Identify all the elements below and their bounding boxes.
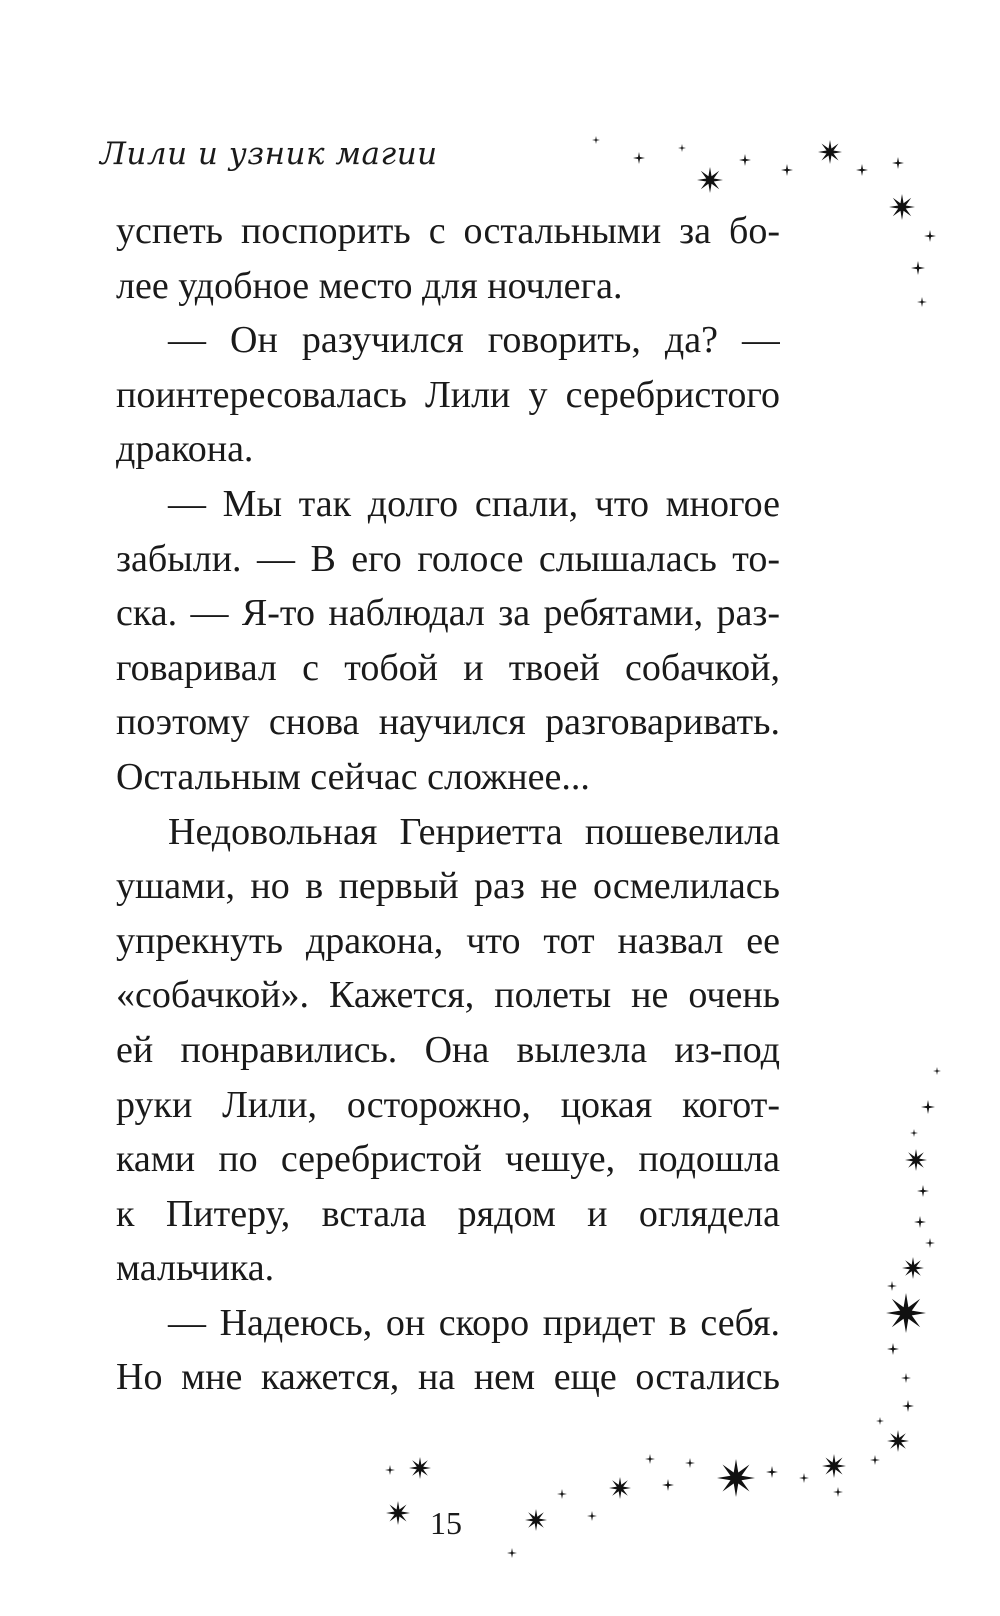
text-line: забыли. — В его голосе слышалась то-	[116, 537, 780, 580]
sparkle-icon	[678, 144, 686, 152]
running-title: Лили и узник магии	[100, 136, 438, 172]
text-line: лее удобное место для ночлега.	[116, 264, 623, 307]
sparkle-icon	[587, 1511, 597, 1521]
sparkle-icon	[609, 1477, 631, 1499]
text-line: Но мне кажется, на нем еще остались	[116, 1356, 780, 1399]
sparkle-icon	[905, 1149, 927, 1171]
sparkle-icon	[645, 1454, 655, 1464]
text-line: упрекнуть дракона, что тот назвал ее	[116, 919, 780, 962]
sparkle-icon	[933, 1067, 941, 1075]
sparkle-icon	[822, 1454, 846, 1478]
text-line: дракона.	[116, 428, 254, 471]
sparkle-icon	[833, 1487, 843, 1497]
sparkle-icon	[818, 140, 842, 164]
sparkle-icon	[739, 154, 751, 166]
sparkle-icon	[914, 1216, 926, 1228]
sparkle-icon	[685, 1458, 695, 1468]
sparkle-icon	[911, 261, 925, 275]
text-line: — Он разучился говорить, да? —	[168, 319, 780, 362]
sparkle-icon	[924, 230, 936, 242]
sparkle-icon	[910, 1129, 918, 1137]
sparkle-icon	[781, 164, 793, 176]
sparkle-icon	[902, 1257, 924, 1279]
sparkle-icon	[887, 1430, 909, 1452]
page-number: 15	[430, 1505, 462, 1541]
sparkle-icon	[856, 164, 868, 176]
sparkle-icon	[409, 1457, 431, 1479]
text-line: поинтересовалась Лили у серебристого	[116, 373, 780, 416]
sparkle-icon	[697, 167, 723, 193]
text-line: успеть поспорить с остальными за бо-	[116, 210, 780, 252]
sparkle-icon	[901, 1373, 911, 1383]
sparkle-icon	[717, 1459, 755, 1497]
text-line: — Мы так долго спали, что многое	[168, 482, 780, 525]
sparkle-icon	[917, 1185, 929, 1197]
text-line: — Надеюсь, он скоро придет в себя.	[168, 1301, 780, 1344]
sparkle-icon	[887, 1343, 899, 1355]
sparkle-icon	[887, 1281, 897, 1291]
text-line: ска. — Я-то наблюдал за ребятами, раз-	[116, 592, 780, 635]
text-line: поэтому снова научился разговаривать.	[116, 701, 780, 744]
sparkle-icon	[557, 1489, 567, 1499]
sparkle-icon	[662, 1479, 674, 1491]
body-text	[116, 204, 780, 1405]
sparkle-icon	[870, 1455, 880, 1465]
text-line: мальчика.	[116, 1247, 275, 1290]
text-line: Недовольная Генриетта пошевелила	[168, 810, 780, 853]
sparkle-icon	[917, 297, 927, 307]
text-line: ками по серебристой чешуе, подошла	[116, 1138, 780, 1181]
text-line: к Питеру, встала рядом и оглядела	[116, 1192, 780, 1235]
sparkle-icon	[525, 1509, 547, 1531]
sparkle-icon	[902, 1400, 914, 1412]
sparkle-icon	[799, 1473, 809, 1483]
sparkle-icon	[886, 1293, 926, 1333]
sparkle-icon	[889, 194, 915, 220]
sparkle-icon	[507, 1548, 517, 1558]
sparkle-icon	[592, 136, 600, 144]
sparkle-icon	[925, 1238, 935, 1248]
text-line: Остальным сейчас сложнее...	[116, 755, 590, 798]
sparkle-icon	[892, 157, 904, 169]
text-line: ей понравились. Она вылезла из-под	[116, 1028, 780, 1071]
text-line: ушами, но в первый раз не осмелилась	[116, 865, 780, 908]
sparkle-icon	[766, 1466, 778, 1478]
sparkle-icon	[921, 1100, 935, 1114]
sparkle-icon	[386, 1501, 410, 1525]
sparkle-icon	[385, 1465, 395, 1475]
text-line: «собачкой». Кажется, полеты не очень	[116, 974, 780, 1017]
text-line: руки Лили, осторожно, цокая когот-	[116, 1083, 780, 1126]
sparkle-icon	[876, 1417, 884, 1425]
page-number-stars	[385, 1457, 431, 1525]
text-line: говаривал с тобой и твоей собачкой,	[116, 646, 780, 689]
sparkle-icon	[633, 152, 645, 164]
